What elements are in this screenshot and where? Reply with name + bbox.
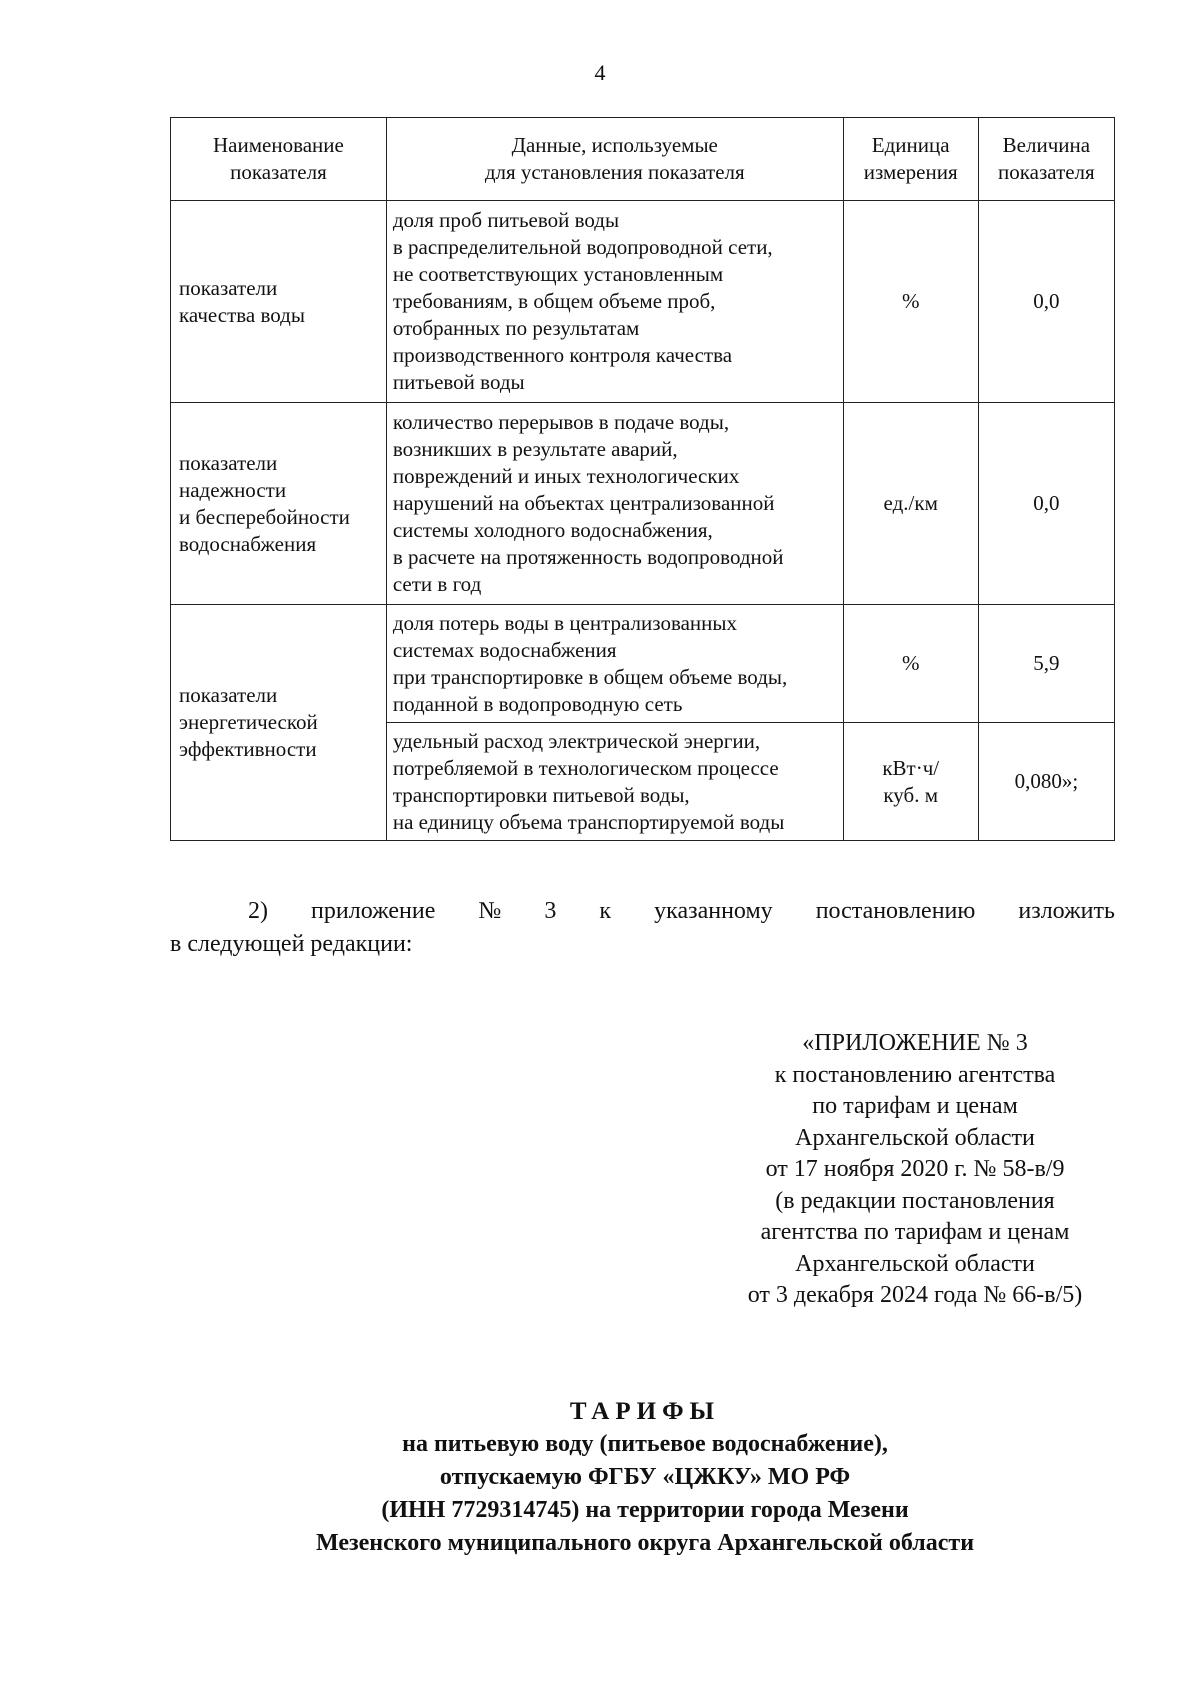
indicators-table [170,117,1115,841]
paragraph-word: 3 [544,898,557,924]
indicator-name: показатели качества воды [171,201,387,403]
indicator-data: доля проб питьевой воды в распределительной водопроводной сети, не соответствующих установленным требованиям, в общем объеме проб, отобранных по результатам производственного контроля качества питьевой воды [386,201,843,403]
appendix-line: Архангельской области [795,1250,1035,1277]
tariffs-title [0,1395,1200,1560]
title-line: Мезенского муниципального округа Архангельской области [315,1530,975,1556]
indicator-data: удельный расход электрической энергии, потребляемой в технологическом процессе транспортировки питьевой воды, на единицу объема транспортируемой воды [386,723,843,841]
appendix-line: по тарифам и ценам [812,1093,1018,1119]
header-name: Наименование показателя [171,118,387,201]
indicator-data: доля потерь воды в централизованных системах водоснабжения при транспортировке в общем объеме воды, поданной в водопроводную сеть [386,605,843,723]
paragraph-line-2: в следующей редакции: [170,931,413,957]
header-value: Величина показателя [978,118,1114,201]
paragraph-line-1 [170,895,1115,928]
table-row [171,201,1115,403]
indicator-value: 0,080»; [978,723,1114,841]
appendix-line: агентства по тарифам и ценам [760,1219,1070,1245]
title-line: отпускаемую ФГБУ «ЦЖКУ» МО РФ [439,1464,851,1490]
indicator-unit: ед./км [843,403,978,605]
paragraph-word: изложить [1018,898,1115,924]
table-row [171,403,1115,605]
paragraph-word: 2) [248,898,268,924]
paragraph-word: к [599,898,612,924]
indicator-unit: % [843,201,978,403]
paragraph-word: постановлению [815,898,976,924]
header-data: Данные, используемые для установления показателя [386,118,843,201]
appendix-line: «ПРИЛОЖЕНИЕ № 3 [802,1030,1028,1056]
page-number: 4 [594,60,606,85]
paragraph-word: приложение [311,898,436,924]
title-main: ТАРИФЫ [569,1398,721,1425]
title-line: (ИНН 7729314745) на территории города Мезени [381,1497,909,1523]
appendix-line: (в редакции постановления [775,1187,1055,1214]
indicator-value: 0,0 [978,403,1114,605]
indicator-unit: кВт·ч/ куб. м [843,723,978,841]
indicator-unit: % [843,605,978,723]
table-row [171,605,1115,723]
title-line: на питьевую воду (питьевое водоснабжение), [402,1431,888,1457]
amendment-paragraph [170,895,1115,961]
appendix-line: от 3 декабря 2024 года № 66-в/5) [747,1282,1083,1308]
paragraph-word: указанному [654,898,773,924]
indicator-name: показатели энергетической эффективности [171,605,387,841]
appendix-line: от 17 ноября 2020 г. № 58-в/9 [765,1156,1065,1182]
table-header-row [171,118,1115,201]
header-unit: Единица измерения [843,118,978,201]
appendix-line: Архангельской области [795,1124,1035,1151]
appendix-header [700,1028,1130,1312]
indicator-value: 0,0 [978,201,1114,403]
indicator-data: количество перерывов в подаче воды, возникших в результате аварий, повреждений и иных технологических нарушений на объектах централизованной системы холодного водоснабжения, в расчете на протяженность водопроводной сети в год [386,403,843,605]
indicator-name: показатели надежности и бесперебойности водоснабжения [171,403,387,605]
paragraph-word: № [478,898,502,924]
indicator-value: 5,9 [978,605,1114,723]
appendix-line: к постановлению агентства [774,1061,1056,1088]
